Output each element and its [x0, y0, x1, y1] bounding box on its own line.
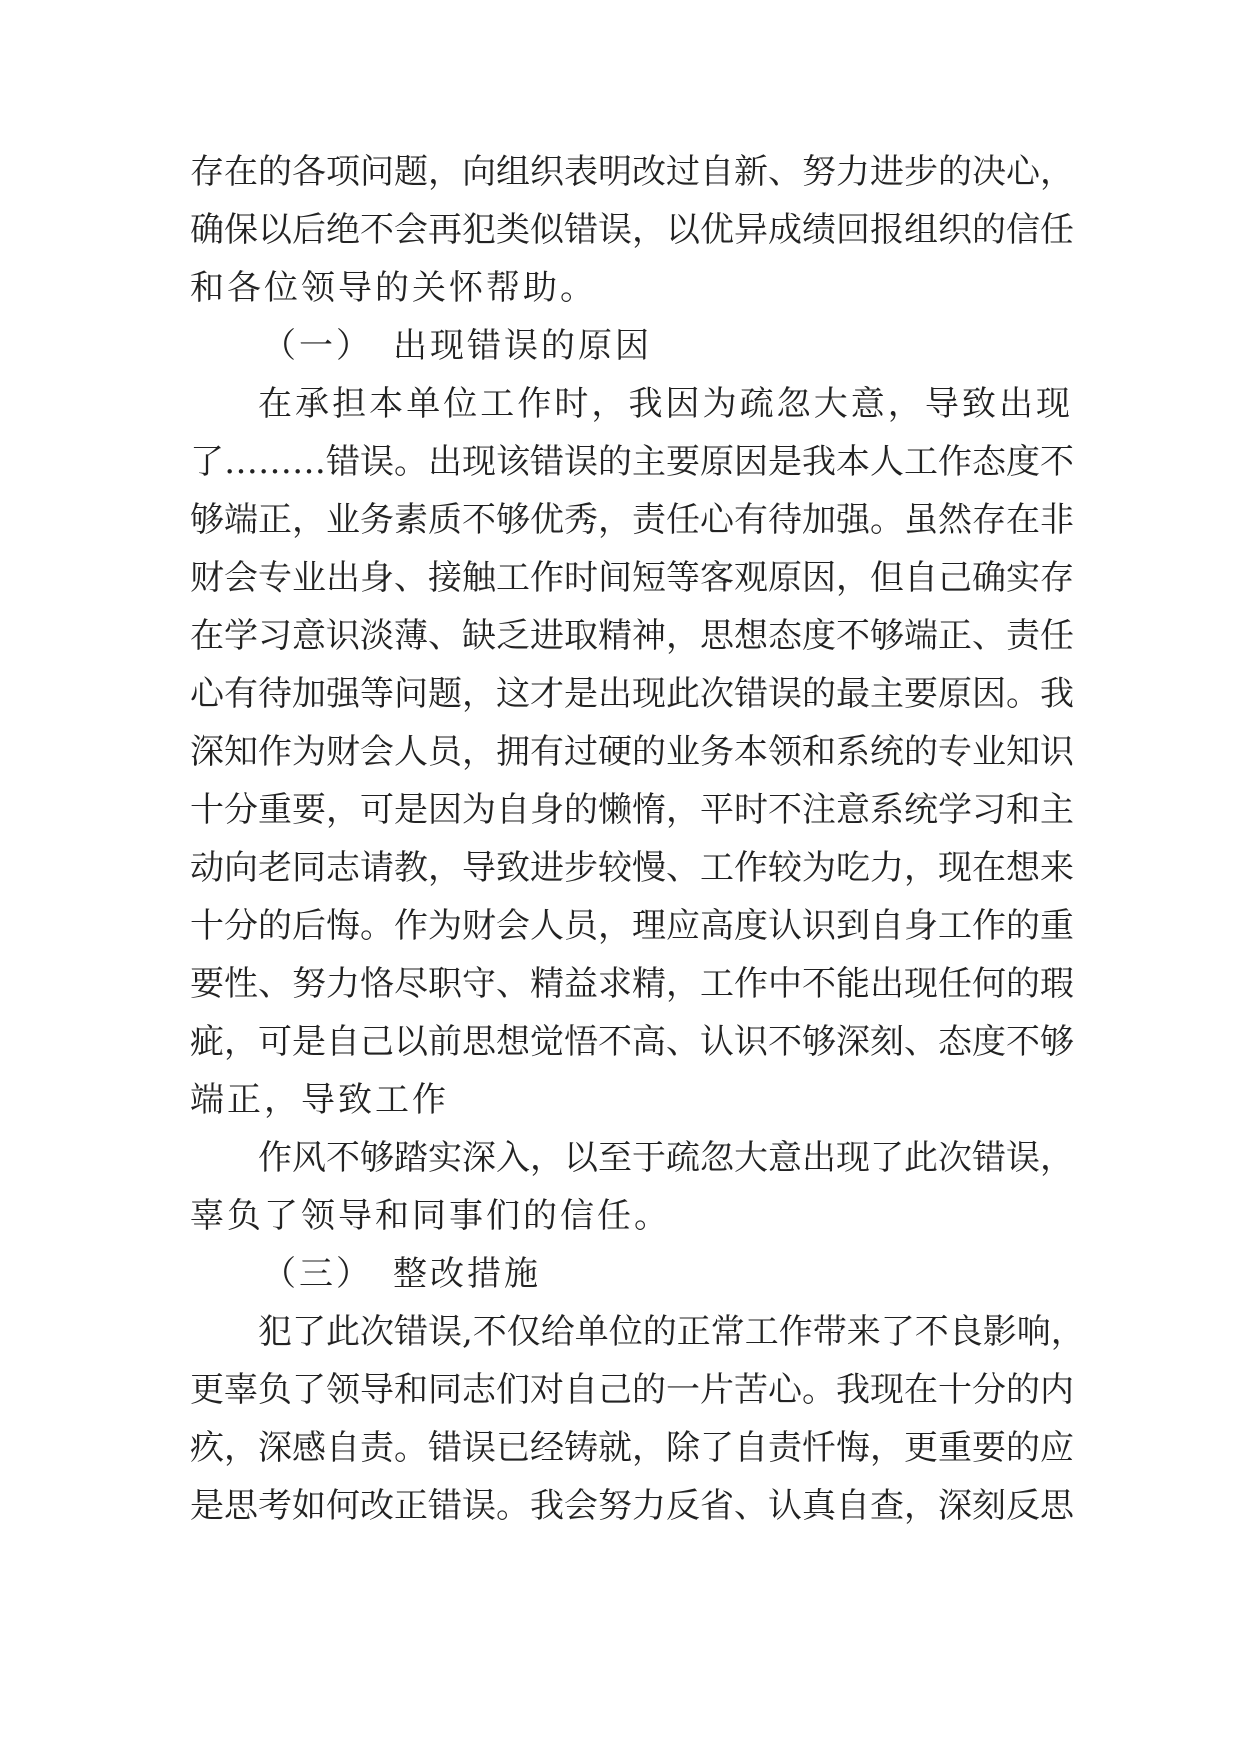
- text-line: 十分的后悔。作为财会人员，理应高度认识到自身工作的重: [190, 906, 1074, 946]
- text-line: 够端正，业务素质不够优秀，责任心有待加强。虽然存在非: [190, 500, 1074, 540]
- text-line: 财会专业出身、接触工作时间短等客观原因，但自己确实存: [190, 558, 1074, 598]
- text-line: 端正，导致工作: [190, 1080, 449, 1120]
- text-line: 存在的各项问题，向组织表明改过自新、努力进步的决心，: [190, 152, 1074, 192]
- text-line: 是思考如何改正错误。我会努力反省、认真自查，深刻反思: [190, 1486, 1074, 1526]
- paragraph-first-line: 作风不够踏实深入，以至于疏忽大意出现了此次错误，: [258, 1138, 1074, 1178]
- text-line: 深知作为财会人员，拥有过硬的业务本领和系统的专业知识: [190, 732, 1074, 772]
- text-line: 要性、努力恪尽职守、精益求精，工作中不能出现任何的瑕: [190, 964, 1074, 1004]
- text-line: 和各位领导的关怀帮助。: [190, 268, 597, 308]
- text-line: 动向老同志请教，导致进步较慢、工作较为吃力，现在想来: [190, 848, 1074, 888]
- section-heading: （一） 出现错误的原因: [262, 326, 652, 366]
- text-line: 了………错误。出现该错误的主要原因是我本人工作态度不: [190, 442, 1074, 482]
- text-line: 在学习意识淡薄、缺乏进取精神，思想态度不够端正、责任: [190, 616, 1074, 656]
- paragraph-first-line: 犯了此次错误,不仅给单位的正常工作带来了不良影响，: [258, 1312, 1085, 1352]
- text-line: 确保以后绝不会再犯类似错误，以优异成绩回报组织的信任: [190, 210, 1074, 250]
- text-line: 辜负了领导和同事们的信任。: [190, 1196, 671, 1236]
- paragraph-first-line: 在承担本单位工作时，我因为疏忽大意，导致出现: [258, 384, 1070, 424]
- text-line: 十分重要，可是因为自身的懒惰，平时不注意系统学习和主: [190, 790, 1074, 830]
- text-line: 心有待加强等问题，这才是出现此次错误的最主要原因。我: [190, 674, 1074, 714]
- text-line: 疵，可是自己以前思想觉悟不高、认识不够深刻、态度不够: [190, 1022, 1074, 1062]
- text-line: 疚，深感自责。错误已经铸就，除了自责忏悔，更重要的应: [190, 1428, 1074, 1468]
- section-heading: （三） 整改措施: [262, 1254, 541, 1294]
- text-line: 更辜负了领导和同志们对自己的一片苦心。我现在十分的内: [190, 1370, 1074, 1410]
